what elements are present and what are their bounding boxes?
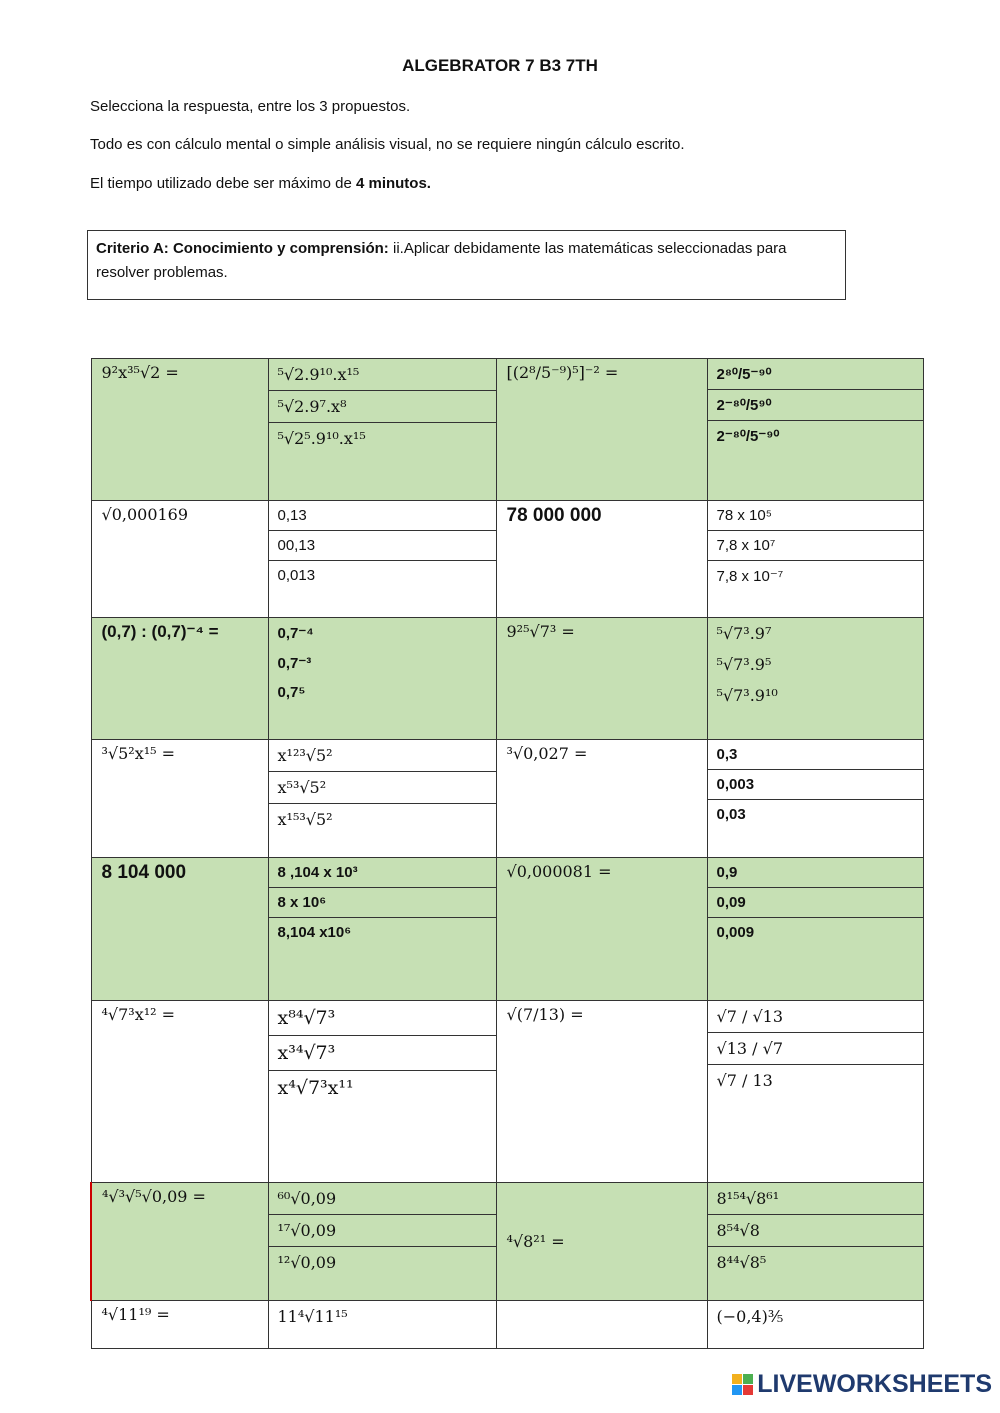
answer-option[interactable]: 2⁸⁰/5⁻⁹⁰ [708, 359, 923, 390]
answer-option[interactable]: 7,8 x 10⁷ [708, 531, 923, 561]
answer-options [707, 1001, 923, 1183]
liveworksheets-logo [732, 1370, 992, 1399]
answer-options [707, 501, 923, 618]
answer-option[interactable]: 8 ,104 x 10³ [269, 858, 496, 888]
answer-option[interactable]: 2⁻⁸⁰/5⁹⁰ [708, 390, 923, 421]
answer-option[interactable]: √7 / 13 [716, 1071, 773, 1090]
instruction-time-limit: 4 minutos. [355, 175, 431, 192]
question-cell: ⁴√8²¹ = [496, 1183, 707, 1301]
question-cell: ⁴√³√⁵√0,09 = [91, 1183, 268, 1301]
worksheet-title: ALGEBRATOR 7 B3 7TH [402, 56, 598, 75]
answer-option[interactable]: ¹²√0,09 [277, 1253, 337, 1272]
answer-option[interactable]: (−0,4)³⁄₅ [716, 1307, 784, 1326]
answer-options [268, 359, 496, 501]
answer-options [707, 740, 923, 858]
criterion-box [87, 230, 846, 300]
table-row [91, 1183, 923, 1301]
exercise-table [90, 358, 924, 1349]
table-row [91, 740, 923, 858]
answer-option[interactable]: x¹²³√5² [269, 740, 496, 772]
answer-option[interactable]: 0,009 [716, 924, 755, 941]
answer-option[interactable]: 0,3 [708, 740, 923, 770]
answer-options [268, 501, 496, 618]
instruction-time [90, 175, 431, 192]
answer-option[interactable]: ⁵√2.9¹⁰.x¹⁵ [269, 359, 496, 391]
answer-option[interactable]: ⁵√2⁵.9¹⁰.x¹⁵ [277, 429, 366, 448]
answer-option[interactable]: x¹⁵³√5² [277, 810, 333, 829]
answer-option[interactable]: 11⁴√11¹⁵ [277, 1307, 348, 1326]
answer-option[interactable]: 0,7⁻⁴ [277, 625, 314, 642]
instruction-mental: Todo es con cálculo mental o simple análisis visual, no se requiere ningún cálculo escrito. [90, 136, 685, 153]
answer-option[interactable]: 8⁵⁴√8 [708, 1215, 923, 1247]
question-cell [496, 1301, 707, 1349]
answer-option[interactable]: ⁵√2.9⁷.x⁸ [269, 391, 496, 423]
answer-option[interactable]: 8,104 x10⁶ [277, 924, 352, 941]
answer-option[interactable]: 0,09 [708, 888, 923, 918]
question-cell: 9²⁵√7³ = [496, 618, 707, 740]
table-row [91, 858, 923, 1001]
answer-option[interactable]: 0,7⁵ [277, 684, 306, 701]
answer-options [268, 858, 496, 1001]
question-cell: ³√5²x¹⁵ = [91, 740, 268, 858]
answer-option[interactable]: ⁶⁰√0,09 [269, 1183, 496, 1215]
question-cell: ⁴√11¹⁹ = [91, 1301, 268, 1349]
answer-options [707, 1301, 923, 1349]
logo-text: LIVEWORKSHEETS [757, 1370, 992, 1398]
question-cell: (0,7) : (0,7)⁻⁴ = [91, 618, 268, 740]
answer-options [707, 618, 923, 740]
answer-option[interactable]: ⁵√7³.9⁷ [716, 624, 772, 643]
question-cell: [(2⁸/5⁻⁹)⁵]⁻² = [496, 359, 707, 501]
question-cell: 9²x³⁵√2 = [91, 359, 268, 501]
answer-option[interactable]: 0,03 [716, 806, 746, 823]
question-cell: 8 104 000 [91, 858, 268, 1001]
answer-option[interactable]: x⁵³√5² [269, 772, 496, 804]
answer-option[interactable]: 78 x 10⁵ [708, 501, 923, 531]
answer-option[interactable]: 0,13 [269, 501, 496, 531]
answer-option[interactable]: 8 x 10⁶ [269, 888, 496, 918]
answer-option[interactable]: 0,013 [277, 567, 316, 584]
answer-options [268, 1301, 496, 1349]
answer-options [268, 1183, 496, 1301]
criterion-text: ii.Aplicar debidamente las matemáticas seleccionadas para resolver problemas. [96, 240, 787, 281]
answer-option[interactable]: 8⁴⁴√8⁵ [716, 1253, 767, 1272]
question-cell: 78 000 000 [496, 501, 707, 618]
answer-option[interactable]: 0,9 [708, 858, 923, 888]
question-cell: √0,000081 = [496, 858, 707, 1001]
instruction-time-prefix: El tiempo utilizado debe ser máximo de [90, 175, 356, 192]
answer-option[interactable]: 7,8 x 10⁻⁷ [716, 568, 784, 585]
answer-option[interactable]: ¹⁷√0,09 [269, 1215, 496, 1247]
answer-option[interactable]: 0,7⁻³ [277, 655, 312, 672]
answer-options [707, 1183, 923, 1301]
answer-options [707, 858, 923, 1001]
logo-mark-icon [732, 1374, 753, 1395]
answer-option[interactable]: √13 / √7 [708, 1033, 923, 1065]
criterion-label: Criterio A: Conocimiento y comprensión: [96, 240, 389, 257]
table-row [91, 1001, 923, 1183]
question-cell: √0,000169 [91, 501, 268, 618]
answer-option[interactable]: x³⁴√7³ [269, 1036, 496, 1071]
answer-options [268, 618, 496, 740]
table-row [91, 501, 923, 618]
answer-option[interactable]: 2⁻⁸⁰/5⁻⁹⁰ [716, 428, 780, 445]
answer-option[interactable]: x⁴√7³x¹¹ [277, 1077, 354, 1099]
question-cell: ⁴√7³x¹² = [91, 1001, 268, 1183]
question-cell: ³√0,027 = [496, 740, 707, 858]
answer-option[interactable]: x⁸⁴√7³ [269, 1001, 496, 1036]
answer-option[interactable]: ⁵√7³.9¹⁰ [716, 686, 778, 705]
answer-options [268, 1001, 496, 1183]
answer-options [707, 359, 923, 501]
table-row [91, 359, 923, 501]
answer-option[interactable]: √7 / √13 [708, 1001, 923, 1033]
answer-option[interactable]: 00,13 [269, 531, 496, 561]
answer-option[interactable]: ⁵√7³.9⁵ [716, 655, 772, 674]
answer-option[interactable]: 0,003 [708, 770, 923, 800]
question-cell: √(7/13) = [496, 1001, 707, 1183]
answer-option[interactable]: 8¹⁵⁴√8⁶¹ [708, 1183, 923, 1215]
table-row [91, 1301, 923, 1349]
answer-options [268, 740, 496, 858]
table-row [91, 618, 923, 740]
instruction-select: Selecciona la respuesta, entre los 3 propuestos. [90, 98, 411, 115]
